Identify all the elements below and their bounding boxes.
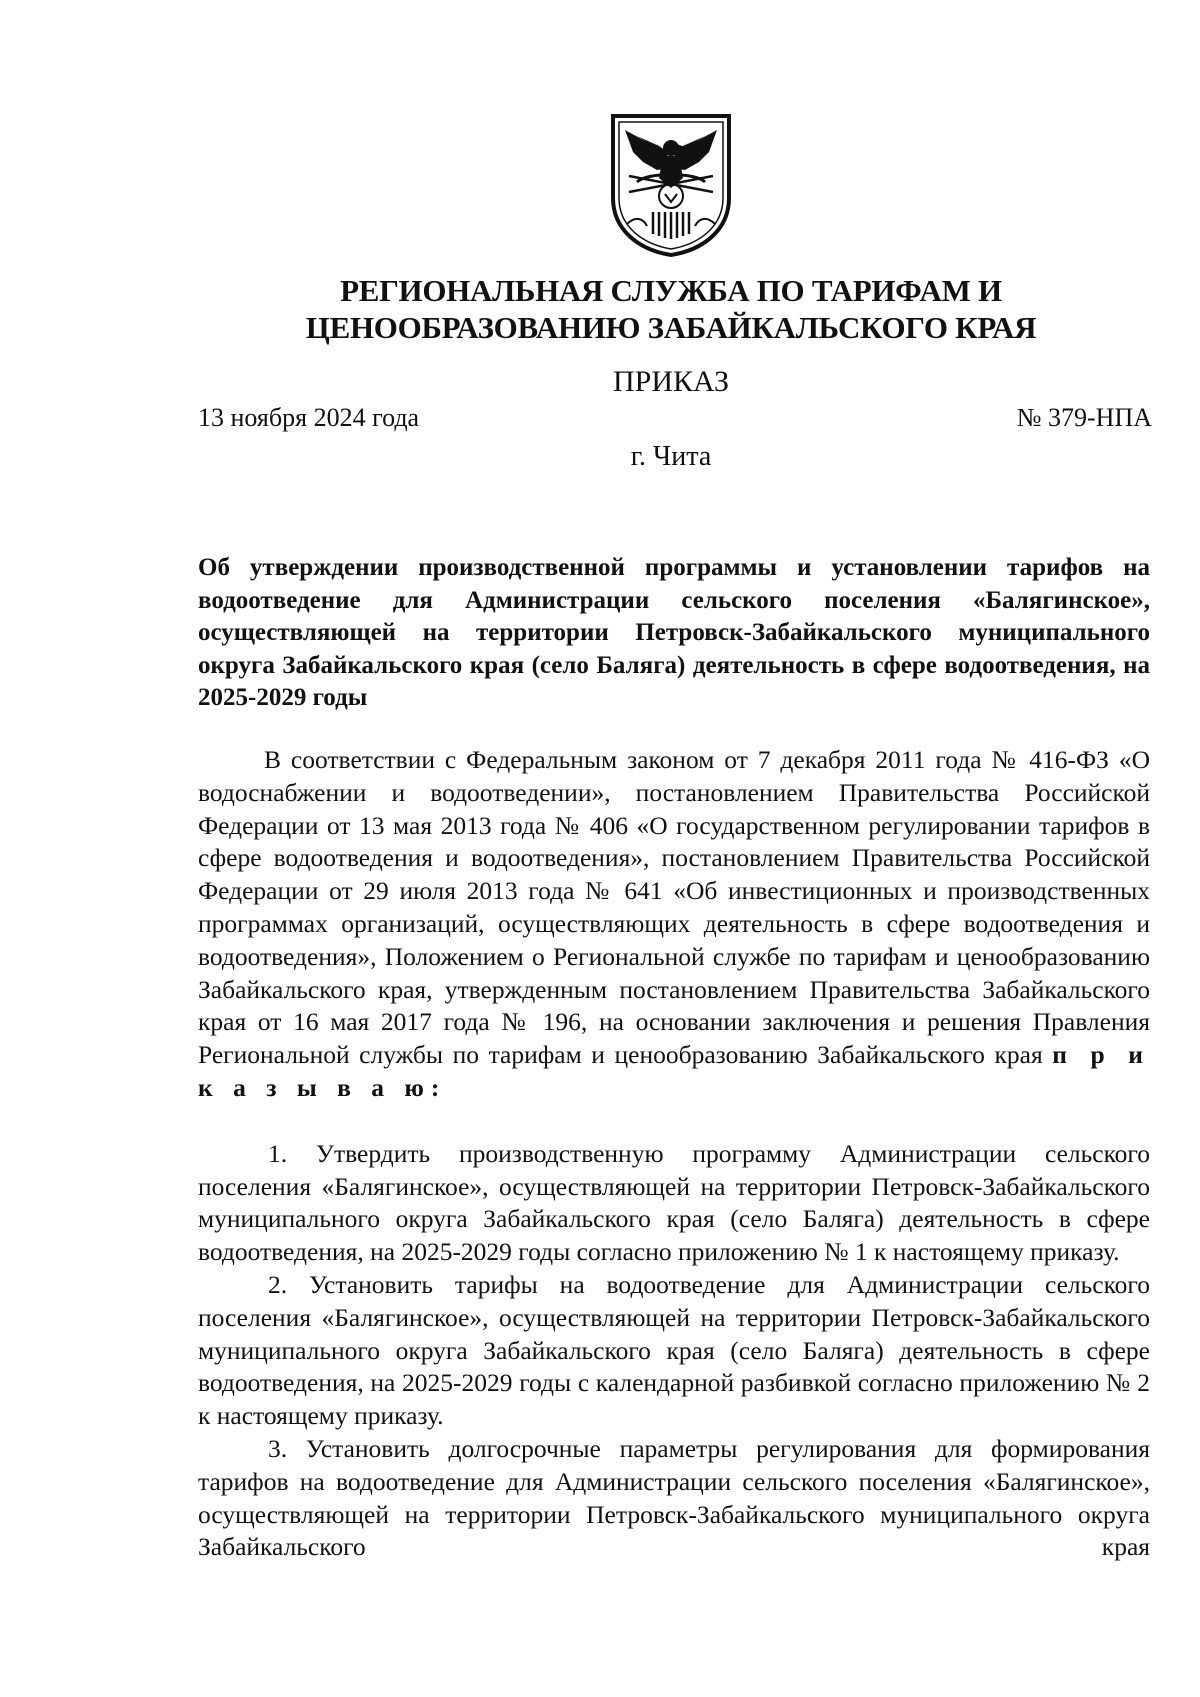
document-body [198, 744, 1150, 1564]
organization-name [0, 272, 1200, 346]
preamble-paragraph [198, 744, 1150, 1105]
organization-name-line2: ЦЕНООБРАЗОВАНИЮ ЗАБАЙКАЛЬСКОГО КРАЯ [305, 310, 1037, 345]
order-item-3: 3. Установить долгосрочные параметры регулирования для формирования тарифов на водоотведение для Администрации сельского поселения «Балягинское», осуществляющей на территории Петровск-Забайкальского муниципального округа Забайкальского края [198, 1433, 1150, 1562]
order-item-1: 1. Утвердить производственную программу Администрации сельского поселения «Балягинское», осуществляющей на территории Петровск-Забайкальского муниципального округа Забайкальского края (село Баляга) деятельность в сфере водоотведения, на 2025-2029 годы согласно приложению № 1 к настоящему приказу. [198, 1138, 1150, 1267]
coat-of-arms-icon [607, 112, 735, 258]
preamble-text: В соответствии с Федеральным законом от 7 декабря 2011 года № 416-ФЗ «О водоснабжении и водоотведении», постановлением Правительства Российской Федерации от 13 мая 2013 года № 406 «О государственном регулировании тарифов в сфере водоотведения и водоотведения», постановлением Правительства Российской Федерации от 29 июля 2013 года № 641 «Об инвестиционных и производственных программах организаций, осуществляющих деятельность в сфере водоотведения и водоотведения», Положением о Региональной службе по тарифам и ценообразованию Забайкальского края, утвержденным постановлением Правительства Забайкальского края от 16 мая 2017 года № 196, на основании заключения и решения Правления Региональной службы по тарифам и ценообразованию Забайкальского края [198, 745, 1150, 1070]
document-title: Об утверждении производственной программы и установлении тарифов на водоотведение для Администрации сельского поселения «Балягинское», осуществляющей на территории Петровск-Забайкальского муниципального округа Забайкальского края (село Баляга) деятельность в сфере водоотведения, на 2025-2029 годы [198, 554, 1150, 712]
document-city: г. Чита [630, 441, 712, 472]
organization-name-line1: РЕГИОНАЛЬНАЯ СЛУЖБА ПО ТАРИФАМ И [340, 273, 1002, 308]
document-date: 13 ноября 2024 года [198, 403, 420, 432]
document-type: ПРИКАЗ [613, 365, 729, 398]
order-item-2: 2. Установить тарифы на водоотведение для Администрации сельского поселения «Балягинское», осуществляющей на территории Петровск-Забайкальского муниципального округа Забайкальского края (село Баляга) деятельность в сфере водоотведения, на 2025-2029 годы с календарной разбивкой согласно приложению № 2 к настоящему приказу. [198, 1269, 1150, 1431]
command-word: п р и к а з ы в а ю: [198, 1040, 1150, 1102]
document-number: № 379-НПА [1016, 403, 1152, 432]
